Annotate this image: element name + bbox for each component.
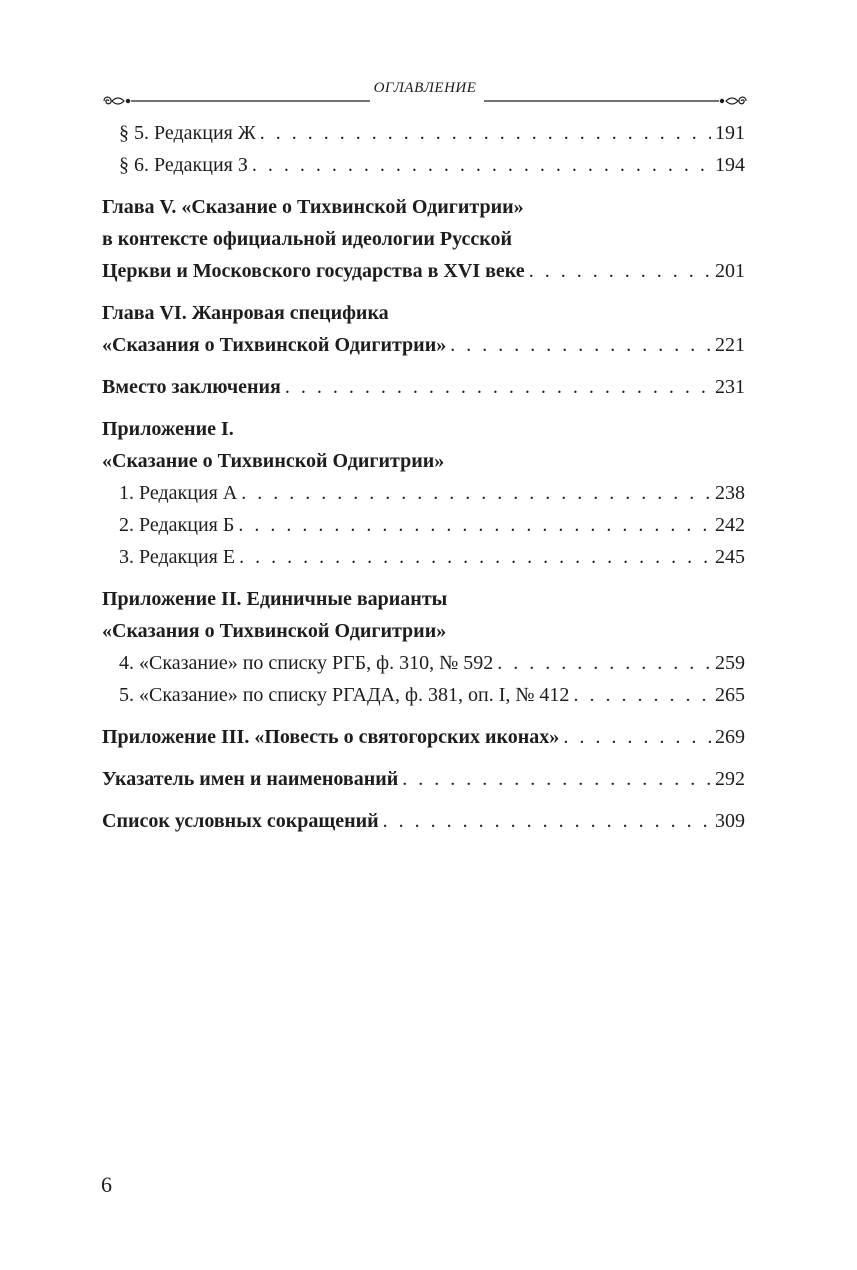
- leader-dots: [239, 541, 711, 573]
- toc-entry-line: [102, 371, 745, 403]
- toc-entry-page: 221: [715, 334, 745, 356]
- page-number: 6: [101, 1172, 112, 1197]
- toc-entry-title: Список условных сокращений: [102, 810, 379, 832]
- toc-entry-title-line: в контексте официальной идеологии Русской: [102, 228, 513, 250]
- toc-entry-page: 201: [715, 260, 745, 282]
- toc-entry-section-5[interactable]: [102, 117, 745, 149]
- toc-entry-title-line: Приложение II. Единичные варианты: [102, 588, 448, 610]
- toc-entry-chapter-5[interactable]: [102, 191, 745, 287]
- toc-entry-chapter-6[interactable]: [102, 297, 745, 361]
- toc-entry-line: [102, 763, 745, 795]
- toc-entry-title-line: Церкви и Московского государства в XVI веке: [102, 260, 525, 282]
- toc-entry-title: § 5. Редакция Ж: [119, 122, 256, 144]
- toc-entry-index[interactable]: [102, 763, 745, 795]
- toc-entry-page: 194: [715, 154, 745, 176]
- leader-dots: [238, 509, 711, 541]
- toc-entry-appendix-2[interactable]: [102, 583, 745, 711]
- toc-entry-title: 5. «Сказание» по списку РГАДА, ф. 381, оп. I, № 412: [119, 684, 570, 706]
- toc-entry-last-line: [102, 329, 745, 361]
- toc-entry-appendix-1[interactable]: [102, 413, 745, 573]
- running-header: [100, 80, 750, 110]
- toc-entry-title-line: «Сказания о Тихвинской Одигитрии»: [102, 334, 447, 356]
- toc-entry-title: 4. «Сказание» по списку РГБ, ф. 310, № 592: [119, 652, 494, 674]
- toc-entry-line: [102, 721, 745, 753]
- leader-dots: [497, 647, 711, 679]
- toc-entry-last-line: [102, 255, 745, 287]
- toc-subentry[interactable]: [102, 679, 745, 711]
- leader-dots: [260, 117, 711, 149]
- toc-entry-page: 242: [715, 514, 745, 536]
- toc-entry-title: Указатель имен и наименований: [102, 768, 399, 790]
- leader-dots: [252, 149, 711, 181]
- toc-subentry[interactable]: [102, 647, 745, 679]
- leader-dots: [241, 477, 711, 509]
- toc-entry-title-line: Приложение I.: [102, 418, 234, 440]
- leader-dots: [402, 763, 711, 795]
- leader-dots: [573, 679, 711, 711]
- toc-entry-title: Вместо заключения: [102, 376, 281, 398]
- toc-entry-abbreviations[interactable]: [102, 805, 745, 837]
- toc-entry-title: 3. Редакция Е: [119, 546, 236, 568]
- running-header-title: ОГЛАВЛЕНИЕ: [373, 80, 477, 96]
- toc-entry-title: 1. Редакция А: [119, 482, 238, 504]
- toc-subentry[interactable]: [102, 541, 745, 573]
- toc-entry-title: 2. Редакция Б: [119, 514, 235, 536]
- toc-entry-page: 265: [715, 684, 745, 706]
- toc-entry-title-line: Глава V. «Сказание о Тихвинской Одигитрии»: [102, 196, 524, 218]
- toc-entry-page: 231: [715, 376, 745, 398]
- toc-entry-page: 292: [715, 768, 745, 790]
- toc-entry-page: 269: [715, 726, 745, 748]
- ornamental-rule: [100, 93, 750, 109]
- toc-entry-conclusion[interactable]: [102, 371, 745, 403]
- toc-entry-appendix-3[interactable]: [102, 721, 745, 753]
- leader-dots: [450, 329, 711, 361]
- leader-dots: [563, 721, 711, 753]
- table-of-contents: [102, 117, 745, 837]
- toc-entry-page: 309: [715, 810, 745, 832]
- toc-entry-title-line: Глава VI. Жанровая специфика: [102, 302, 389, 324]
- toc-entry-section-6[interactable]: [102, 149, 745, 181]
- toc-entry-title-line: «Сказание о Тихвинской Одигитрии»: [102, 450, 445, 472]
- toc-entry-title-line: «Сказания о Тихвинской Одигитрии»: [102, 620, 447, 642]
- toc-entry-title: § 6. Редакция З: [119, 154, 248, 176]
- toc-subentry[interactable]: [102, 509, 745, 541]
- leader-dots: [383, 805, 711, 837]
- toc-entry-line: [102, 805, 745, 837]
- toc-entry-page: 259: [715, 652, 745, 674]
- leader-dots: [529, 255, 711, 287]
- toc-entry-title: Приложение III. «Повесть о святогорских иконах»: [102, 726, 560, 748]
- toc-entry-page: 245: [715, 546, 745, 568]
- toc-entry-page: 191: [715, 122, 745, 144]
- toc-entry-page: 238: [715, 482, 745, 504]
- toc-subentry[interactable]: [102, 477, 745, 509]
- leader-dots: [285, 371, 711, 403]
